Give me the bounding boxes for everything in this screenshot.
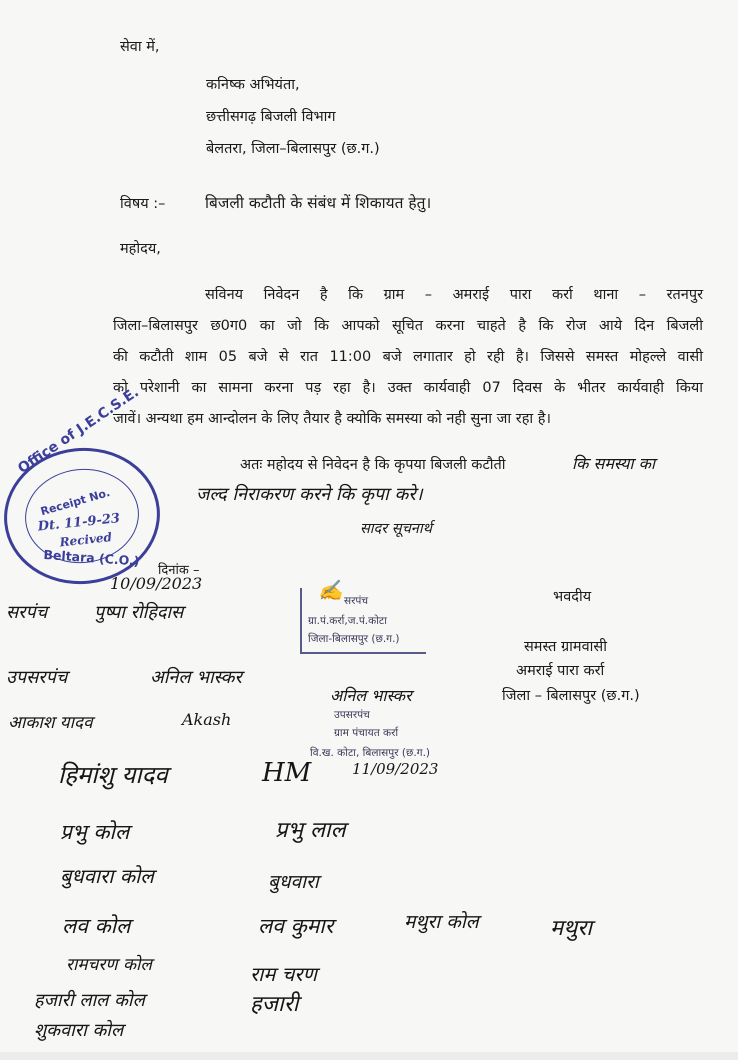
seal-date: Dt. 11-9-23 (37, 511, 121, 535)
sig-role-himanshu: हिमांशु यादव (58, 761, 168, 789)
sig-role-mathura: मथुरा कोल (404, 911, 479, 933)
recipient-line-1: कनिष्क अभियंता, (206, 77, 300, 93)
sig-role-prabhu: प्रभु कोल (60, 820, 130, 844)
body-line-4: को परेशानी का सामना करना पड़ रहा है। उक्त कार्यवाही 07 दिवस के भीतर कार्यवाही किया (113, 380, 703, 396)
sig-name-mathura: मथुरा (550, 916, 592, 941)
sig-name-budhwara: बुधवारा (268, 871, 319, 893)
sig-name-lav: लव कुमार (258, 914, 334, 938)
sig-name-hajari: हजारी (250, 992, 299, 1017)
recipient-line-2: छत्तीसगढ़ बिजली विभाग (206, 109, 336, 125)
sarpanch-stamp-line-2: जिला-बिलासपुर (छ.ग.) (308, 633, 400, 645)
sig-name-prabhu: प्रभु लाल (275, 818, 346, 843)
sender-line-1: समस्त ग्रामवासी (524, 639, 607, 655)
seal-receipt-no: Receipt No. (39, 486, 112, 519)
subject-text: बिजली कटौती के संबंध में शिकायत हेतु। (205, 194, 432, 212)
sig-name-sarpanch: पुष्पा रोहिदास (94, 602, 184, 623)
body-line-2: जिला–बिलासपुर छ0ग0 का जो कि आपको सूचित करना चाहते है कि रोज आये दिन बिजली (113, 318, 703, 334)
upsarpanch-stamp-title: उपसरपंच (334, 709, 370, 721)
sig-role-akash: आकाश यादव (8, 713, 93, 733)
sadar-suchnarth: सादर सूचनार्थ (360, 521, 432, 537)
seal-received: Recived (58, 530, 113, 550)
sarpanch-stamp (300, 578, 426, 654)
sender-line-2: अमराई पारा कर्रा (516, 663, 605, 679)
body-line-3: की कटौती शाम 05 बजे से रात 11:00 बजे लगातार हो रही है। जिससे समस्त मोहल्ले वासी (113, 349, 703, 365)
sig-name-upsarpanch: अनिल भास्कर (150, 667, 242, 688)
closing-request: अतः महोदय से निवेदन है कि कृपया बिजली कटौती (240, 457, 506, 473)
closing-handwritten-1: कि समस्या का (572, 454, 656, 473)
closing-handwritten-2: जल्द निराकरण करने कि कृपा करे। (196, 484, 423, 505)
sarpanch-stamp-line-1: ग्रा.पं.कर्रा,ज.पं.कोटा (308, 615, 387, 627)
date-value: 10/09/2023 (110, 574, 203, 593)
sig-role-sarpanch: सरपंच (6, 602, 48, 623)
sig-role-budhwara: बुधवारा कोल (60, 864, 154, 888)
upsarpanch-signature: अनिल भास्कर (330, 686, 412, 705)
seal-bottom-text: Beltara (C.O.) (43, 546, 140, 569)
bhavdiya: भवदीय (553, 589, 592, 605)
date-label: दिनांक – (158, 563, 200, 578)
sig-role-hajari: हजारी लाल कोल (34, 990, 145, 1011)
upsarpanch-stamp-line-2: वि.ख. कोटा, बिलासपुर (छ.ग.) (310, 747, 431, 759)
body-line-5: जावें। अन्यथा हम आन्दोलन के लिए तैयार है क्योकि समस्या को नही सुना जा रहा है। (113, 411, 551, 427)
sig-role-shukwara: शुकवारा कोल (34, 1020, 124, 1041)
salutation-to: सेवा में, (120, 39, 160, 55)
subject-label: विषय :– (120, 196, 166, 212)
sender-line-3: जिला – बिलासपुर (छ.ग.) (502, 688, 640, 704)
sig-role-ramcharan: रामचरण कोल (66, 955, 152, 975)
upsarpanch-stamp-date: 11/09/2023 (352, 760, 439, 778)
sig-role-upsarpanch: उपसरपंच (6, 667, 68, 688)
greeting: महोदय, (120, 241, 161, 257)
upsarpanch-stamp-line-1: ग्राम पंचायत कर्रा (334, 727, 399, 739)
body-line-1: सविनय निवेदन है कि ग्राम – अमराई पारा कर्रा थाना – रतनपुर (205, 287, 703, 303)
sig-role-lav: लव कोल (62, 914, 131, 938)
sig-name-himanshu: HM (262, 758, 312, 788)
sig-name-akash: Akash (182, 710, 232, 729)
recipient-line-3: बेलतरा, जिला–बिलासपुर (छ.ग.) (206, 141, 380, 157)
office-receipt-seal (0, 384, 167, 592)
sarpanch-stamp-title: सरपंच (344, 595, 369, 607)
seal-top-text: Office of J.E.C.S.E. (15, 384, 142, 477)
sig-name-ramcharan: राम चरण (250, 962, 318, 986)
page-bottom-edge (0, 1052, 738, 1060)
sarpanch-stamp-signature-mark: ✍ (318, 578, 343, 602)
